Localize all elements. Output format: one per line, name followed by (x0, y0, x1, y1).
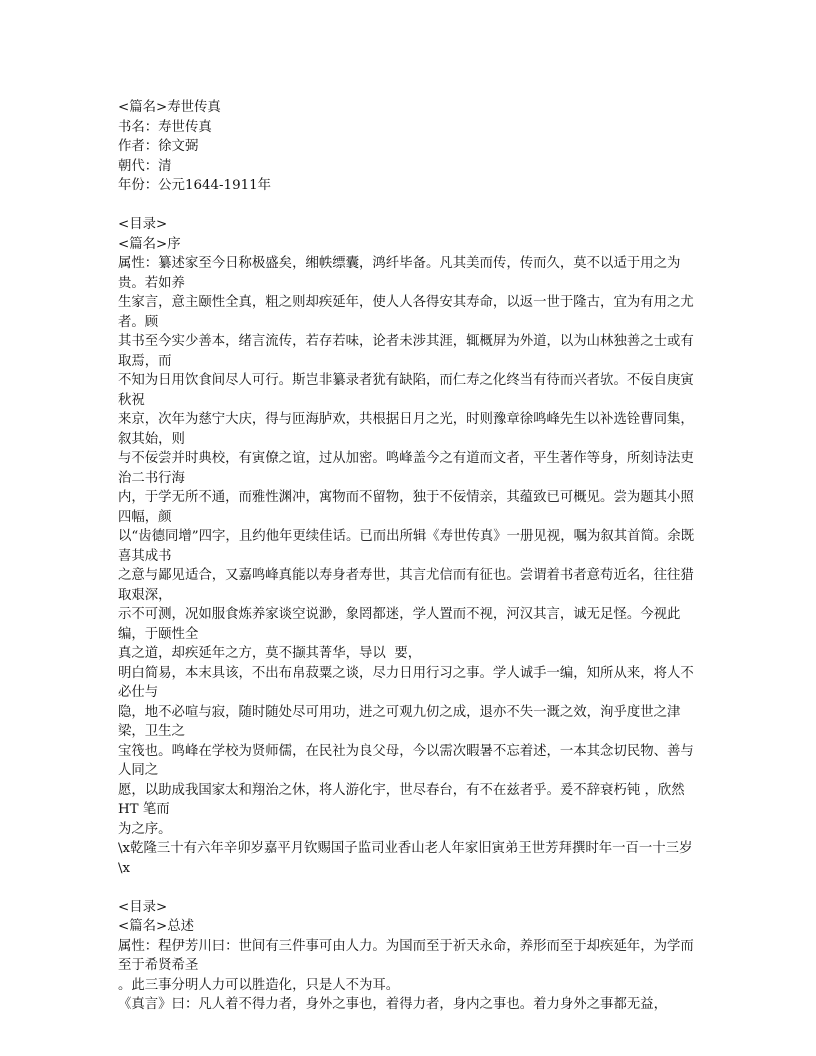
dynasty: 朝代：清 (118, 158, 172, 174)
chapter-title: <篇名>寿世传真 (118, 100, 221, 115)
text-line: 愿，以助成我国家太和翔治之休，将人游化宇，世尽春台，有不在兹者乎。爰不辞衰朽钝 ，欣然HT 笔而 (118, 782, 685, 817)
text-line: 与不佞尝并时典校，有寅僚之谊，过从加密。鸣峰盖今之有道而文者，平生著作等身，所刻诗法吏治二书行海 (118, 451, 694, 486)
text-line: 《真言》曰：凡人着不得力者，身外之事也，着得力者，身内之事也。着力身外之事都无益， (118, 997, 668, 1012)
book-name: 书名：寿世传真 (118, 119, 212, 135)
blank-line (118, 878, 704, 898)
text-line: 不知为日用饮食间尽人可行。斯岂非纂录者犹有缺陷，而仁寿之化终当有待而兴者欤。不佞自庚寅秋祝 (118, 373, 694, 408)
text-line: 之意与鄙见适合，又嘉鸣峰真能以寿身者寿世，其言尤信而有征也。尝谓着书者意苟近名，往往猎取艰深， (118, 568, 694, 603)
text-line: 属性：程伊芳川曰：世间有三件事可由人力。为国而至于祈天永命，养形而至于却疾延年，为学而至于希贤希圣 (118, 938, 694, 973)
toc-marker: <目录> (118, 217, 168, 232)
text-line: 示不可测，况如服食炼养家谈空说渺，象罔都迷，学人置而不视，河汉其言，诚无足怪。今视此编，于颐性全 (118, 607, 681, 642)
text-line: 明白简易，本末具该，不出布帛菽粟之谈，尽力日用行习之事。学人诚手一编，知所从来，将人不必仕与 (118, 665, 694, 700)
text-line: 属性：纂述家至今日称极盛矣，缃帙缥囊，鸿纤毕备。凡其美而传，传而久，莫不以适于用之为贵。若如养 (118, 256, 681, 291)
text-line: 来京，次年为慈宁大庆，得与匝海胪欢，共根据日月之光，时则豫章徐鸣峰先生以补选铨曹同集，叙其始，则 (118, 412, 694, 447)
text-line: 宝筏也。鸣峰在学校为贤师儒，在民社为良父母，今以需次暇暑不忘着述，一本其念切民物、善与人同之 (118, 743, 694, 778)
text-line: 以“齿德同增”四字，且约他年更续佳话。已而出所辑《寿世传真》一册见视，嘱为叙其首简。余既喜其成书 (118, 529, 695, 564)
text-line: 生家言，意主颐性全真，粗之则却疾延年，使人人各得安其寿命，以返一世于隆古，宜为有用之尤者。顾 (118, 295, 694, 330)
text-line: 为之序。 (118, 821, 172, 837)
toc-marker: <目录> (118, 899, 168, 915)
signature-line: \x乾隆三十有六年辛卯岁嘉平月钦赐国子监司业香山老人年家旧寅弟王世芳拜撰时年一百一十三岁\x (118, 841, 693, 876)
section-title: <篇名>总述 (118, 919, 195, 934)
section-title: <篇名>序 (118, 236, 181, 252)
years: 年份：公元1644-1911年 (118, 178, 272, 193)
author: 作者：徐文弼 (118, 139, 199, 154)
blank-line (118, 196, 704, 216)
text-line: 内，于学无所不通，而雅性渊冲，寓物而不留物，独于不佞情亲，其蕴致已可概见。尝为题其小照四幅，颜 (118, 490, 694, 525)
text-line: 。此三事分明人力可以胜造化，只是人不为耳。 (118, 977, 400, 993)
text-line: 真之道，却疾延年之方，莫不撷其菁华，导以 要， (118, 646, 422, 661)
text-line: 其书至今实少善本，绪言流传，若存若味，论者未涉其涯，辄概屏为外道，以为山林独善之士或有取焉，而 (118, 334, 694, 369)
document-page (118, 98, 704, 1015)
text-line: 隐，地不必喧与寂，随时随处尽可用功，进之可观九仞之成，退亦不失一溉之效，洵乎度世之津梁，卫生之 (118, 704, 681, 739)
